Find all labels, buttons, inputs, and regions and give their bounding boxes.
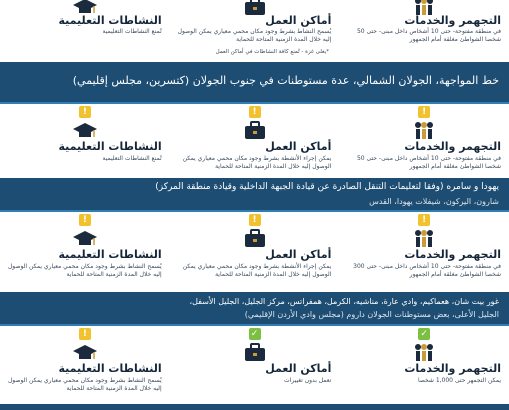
- category-desc: تعمل بدون تغييرات: [284, 377, 332, 384]
- graduation-cap-icon: [72, 342, 98, 364]
- banner-text: خط المواجهة، الجولان الشمالي، عدة مستوطنات في جنوب الجولان (كتسرين، مجلس إقليمي): [72, 74, 499, 87]
- category-title: أماكن العمل: [265, 14, 332, 27]
- category-gatherings: [339, 106, 509, 174]
- briefcase-icon: [242, 0, 268, 18]
- warning-badge: !: [249, 106, 261, 118]
- warning-badge: !: [79, 214, 91, 226]
- category-desc: في منطقة مفتوحة- حتى 10 أشخاص داخل مبنى- حتى 50 شخصا الشواطئ مغلقة أمام الجمهور: [356, 28, 501, 43]
- banner-separator: [0, 102, 509, 104]
- category-work: [170, 214, 340, 286]
- people-icon: [411, 342, 437, 364]
- briefcase-icon: [242, 342, 268, 364]
- category-work: [170, 328, 340, 404]
- briefcase-icon: [242, 228, 268, 250]
- category-education: [0, 328, 170, 404]
- category-title: أماكن العمل: [265, 362, 332, 375]
- section-0: [0, 0, 509, 58]
- category-title: التجهمر والخدمات: [404, 14, 501, 27]
- category-title: أماكن العمل: [265, 140, 332, 153]
- people-icon: [411, 120, 437, 142]
- category-desc: تُمنع النشاطات التعليمية: [102, 28, 162, 35]
- graduation-cap-icon: [72, 120, 98, 142]
- warning-badge: !: [79, 106, 91, 118]
- category-title: النشاطات التعليمية: [58, 362, 162, 375]
- category-gatherings: [339, 328, 509, 404]
- category-title: التجهمر والخدمات: [404, 140, 501, 153]
- category-desc: يمكن التجمهر حتى 1,000 شخصا: [417, 377, 501, 384]
- category-desc: يُسمح النشاط بشرط وجود مكان محمي معياري يمكن الوصول إليه خلال المدة الزمنية المتاحة للحماية: [177, 28, 332, 43]
- check-badge: ✓: [249, 328, 261, 340]
- category-desc: يمكن إجراء الأنشطة بشرط وجود مكان محمي معياري يمكن الوصول إليه خلال المدة الزمنية المتاحة للحماية: [182, 155, 332, 170]
- category-row-1: [0, 106, 509, 174]
- category-desc: في منطقة مفتوحة- حتى 10 أشخاص داخل مبنى- حتى 300 شخصا الشواطئ مغلقة أمام الجمهور: [353, 263, 501, 278]
- category-work: [170, 106, 340, 174]
- category-title: النشاطات التعليمية: [58, 248, 162, 261]
- category-gatherings: [339, 0, 509, 58]
- category-title: التجهمر والخدمات: [404, 362, 501, 375]
- category-title: التجهمر والخدمات: [404, 248, 501, 261]
- warning-badge: !: [418, 214, 430, 226]
- category-education: [0, 214, 170, 286]
- category-row-3: [0, 328, 509, 404]
- category-title: أماكن العمل: [265, 248, 332, 261]
- banner-text: يهودا و سامره (وفقا لتعليمات التنقل الصادرة عن قيادة الجبهة الداخلية وقيادة منطقة المركز): [155, 182, 499, 192]
- region-banner-4: [0, 404, 509, 410]
- check-badge: ✓: [418, 328, 430, 340]
- banner-text: غور بيت شان، هعماكيم، وادي عارة، مناشيه، الكرمل، همفراتس، مركز الجليل، الجليل الأسفل،: [189, 297, 499, 306]
- warning-badge: !: [79, 328, 91, 340]
- briefcase-icon: [242, 120, 268, 142]
- region-banner-3: [0, 292, 509, 326]
- category-desc: تُمنع النشاطات التعليمية: [102, 155, 162, 162]
- category-desc: يُسمح النشاط بشرط وجود مكان محمي معياري يمكن الوصول إليه خلال المدة الزمنية المتاحة للحماية: [7, 263, 162, 278]
- category-education: [0, 0, 170, 58]
- banner-subtext: شارون، اليركون، شيفلات يهودا، القدس: [369, 197, 499, 206]
- people-icon: [411, 228, 437, 250]
- banner-separator: [0, 210, 509, 212]
- warning-badge: !: [249, 214, 261, 226]
- category-desc: في منطقة مفتوحة- حتى 10 أشخاص داخل مبنى- حتى 50 شخصا الشواطئ مغلقة أمام الجمهور: [356, 155, 501, 170]
- region-banner-2: [0, 178, 509, 212]
- category-gatherings: [339, 214, 509, 286]
- category-desc: يُسمح النشاط بشرط وجود مكان محمي معياري يمكن الوصول إليه خلال المدة الزمنية المتاحة للحماية: [7, 377, 162, 392]
- warning-badge: !: [418, 106, 430, 118]
- banner-separator: [0, 324, 509, 326]
- category-title: النشاطات التعليمية: [58, 14, 162, 27]
- category-education: [0, 106, 170, 174]
- category-row-2: [0, 214, 509, 286]
- graduation-cap-icon: [72, 228, 98, 250]
- footnote: *يغلى غزة - تُمنع كافة النشاطات في أماكن العمل: [215, 49, 329, 55]
- region-banner-1: [0, 62, 509, 104]
- banner-subtext: الجليل الأعلى، بعض مستوطنات الجولان داروم (مجلس وادي الأردن الإقليمي): [244, 310, 499, 319]
- category-title: النشاطات التعليمية: [58, 140, 162, 153]
- category-desc: يمكن إجراء الأنشطة بشرط وجود مكان محمي معياري يمكن الوصول إليه خلال المدة الزمنية المتاحة للحماية: [182, 263, 332, 278]
